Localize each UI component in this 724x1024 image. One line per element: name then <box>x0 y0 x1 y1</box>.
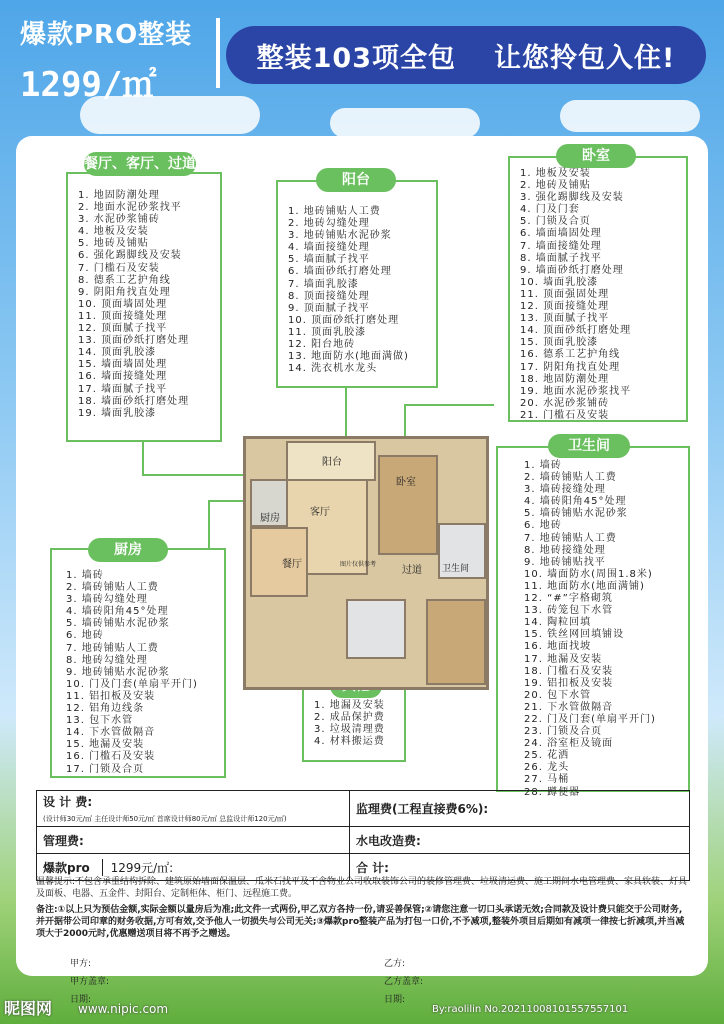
balcony-item: 4. 墙面接缝处理 <box>288 242 370 254</box>
watermark-id: By:raolilin No.20211008101557557101 <box>432 1004 629 1015</box>
connector-line <box>404 404 494 406</box>
living-item: 7. 门槛石及安装 <box>78 262 160 274</box>
bedroom-item: 12. 顶面接缝处理 <box>520 301 610 313</box>
plan-bathroom-2 <box>346 599 406 659</box>
other-item: 2. 成品保护费 <box>314 712 385 724</box>
bathroom-item: 15. 铁丝网回填铺设 <box>524 629 625 641</box>
tip-note: 温馨提示:不包含承重结构拆除、建筑原始墙面保温层、瓜米石找平及不含物业公司收取装饰公司的装修管理费、垃圾清运费、施工期间水电管理费、家具软装、灯具及面板、电器、五金件、封阳台、定制柜体、柜门、远程施工费。 <box>36 877 688 899</box>
bedroom-item: 16. 德系工艺护角线 <box>520 349 621 361</box>
living-list <box>78 190 220 420</box>
section-balcony <box>276 180 438 388</box>
bedroom-list <box>520 168 686 422</box>
kitchen-item: 4. 墙砖阳角45°处理 <box>66 606 169 618</box>
slogan-banner <box>226 26 706 84</box>
balcony-item: 9. 顶面腻子找平 <box>288 302 370 314</box>
bathroom-item: 1. 墙砖 <box>524 460 562 471</box>
bathroom-item: 10. 墙面防水(周围1.8米) <box>524 568 653 580</box>
bedroom-item: 5. 门锁及合页 <box>520 216 591 228</box>
kitchen-item: 7. 地砖铺贴人工费 <box>66 642 159 654</box>
plan-label-balcony: 阳台 <box>322 457 342 468</box>
banner-left: 整装103项全包 <box>256 42 457 74</box>
fee-table <box>36 790 690 881</box>
bathroom-item: 11. 地面防水(地面满铺) <box>524 580 645 592</box>
living-item: 5. 地砖及铺贴 <box>78 238 149 250</box>
kitchen-item: 2. 墙砖铺贴人工费 <box>66 582 159 594</box>
kitchen-item: 16. 门槛石及安装 <box>66 751 156 763</box>
living-item: 15. 墙面墙固处理 <box>78 359 168 371</box>
fee-plumbing <box>350 827 690 854</box>
bedroom-item: 13. 顶面腻子找平 <box>520 313 610 325</box>
kitchen-item: 8. 地砖勾缝处理 <box>66 654 148 666</box>
fee-management <box>37 827 350 854</box>
bedroom-item: 7. 墙面接缝处理 <box>520 240 602 252</box>
bathroom-item: 8. 地砖接缝处理 <box>524 544 606 556</box>
living-item: 14. 顶面乳胶漆 <box>78 347 157 359</box>
bedroom-item: 14. 顶面砂纸打磨处理 <box>520 325 632 337</box>
bathroom-item: 26. 龙头 <box>524 762 570 774</box>
bedroom-item: 15. 顶面乳胶漆 <box>520 337 599 349</box>
header-left <box>20 14 192 106</box>
other-item: 1. 地漏及安装 <box>314 700 385 711</box>
plan-label-bedroom: 卧室 <box>396 477 416 488</box>
fee-management-label: 管理费: <box>43 833 84 848</box>
balcony-item: 12. 阳台地砖 <box>288 339 356 351</box>
living-item: 4. 地板及安装 <box>78 226 149 238</box>
bathroom-item: 22. 门及门套(单扇平开门) <box>524 713 656 725</box>
bathroom-item: 17. 地漏及安装 <box>524 653 603 665</box>
bathroom-item: 16. 地面找坡 <box>524 641 592 653</box>
header-title: 爆款PRO整装 <box>20 20 193 50</box>
fee-package-price: 1299元/㎡: <box>102 859 174 876</box>
balcony-item: 5. 墙面腻子找平 <box>288 254 370 266</box>
kitchen-item: 10. 门及门套(单扇平开门) <box>66 678 198 690</box>
living-item: 2. 地面水泥砂浆找平 <box>78 202 182 214</box>
section-kitchen <box>50 548 226 778</box>
connector-line <box>142 437 144 475</box>
banner-right: 让您拎包入住! <box>494 42 676 74</box>
kitchen-item: 1. 墙砖 <box>66 570 104 581</box>
balcony-item: 3. 地砖铺贴水泥砂浆 <box>288 230 392 242</box>
fee-plumbing-label: 水电改造费: <box>356 833 421 848</box>
other-item: 3. 垃圾清理费 <box>314 724 385 736</box>
bathroom-item: 14. 陶粒回填 <box>524 617 592 629</box>
sign-date-a: 日期: <box>70 995 92 1005</box>
plan-note: 图片仅供参考 <box>340 561 377 568</box>
plan-label-bathroom: 卫生间 <box>442 564 470 574</box>
plan-label-living: 客厅 <box>310 507 330 518</box>
kitchen-list <box>66 570 224 776</box>
fee-supervision-label: 监理费(工程直接费6%): <box>356 802 489 816</box>
living-item: 3. 水泥砂浆铺砖 <box>78 214 160 226</box>
kitchen-item: 12. 铝角边线条 <box>66 703 145 715</box>
living-item: 6. 强化踢脚线及安装 <box>78 250 182 262</box>
section-bedroom <box>508 156 688 422</box>
bathroom-item: 3. 墙砖接缝处理 <box>524 484 606 496</box>
balcony-item: 1. 地砖铺贴人工费 <box>288 206 381 217</box>
plan-bedroom-2 <box>426 599 486 685</box>
bathroom-item: 18. 门槛石及安装 <box>524 665 614 677</box>
bedroom-item: 4. 门及门套 <box>520 204 580 216</box>
kitchen-item: 11. 铝扣板及安装 <box>66 690 156 702</box>
other-item: 4. 材料搬运费 <box>314 736 385 748</box>
bathroom-item: 24. 浴室柜及镜面 <box>524 738 614 750</box>
kitchen-item: 6. 地砖 <box>66 630 104 642</box>
living-item: 12. 顶面腻子找平 <box>78 323 168 335</box>
fee-package-label: 爆款pro <box>43 860 90 875</box>
connector-line <box>208 500 210 548</box>
connector-line <box>345 384 347 444</box>
bedroom-item: 10. 墙面乳胶漆 <box>520 276 599 288</box>
floor-plan <box>243 436 489 690</box>
balcony-item: 11. 顶面乳胶漆 <box>288 326 367 338</box>
bathroom-item: 9. 地砖铺贴找平 <box>524 556 606 568</box>
kitchen-item: 9. 地砖铺贴水泥砂浆 <box>66 666 170 678</box>
bedroom-item: 19. 地面水泥砂浆找平 <box>520 385 632 397</box>
living-item: 11. 顶面接缝处理 <box>78 310 168 322</box>
bedroom-item: 6. 墙面墙固处理 <box>520 228 602 240</box>
bedroom-item: 17. 阴阳角找直处理 <box>520 361 621 373</box>
other-list <box>314 700 404 748</box>
kitchen-item: 17. 门锁及合页 <box>66 763 145 775</box>
living-item: 17. 墙面腻子找平 <box>78 383 168 395</box>
plan-label-kitchen: 厨房 <box>260 513 280 524</box>
section-bathroom <box>496 446 690 798</box>
section-balcony-title: 阳台 <box>316 168 396 192</box>
sign-party-b-seal: 乙方盖章: <box>384 977 424 987</box>
fee-total-label: 合 计: <box>356 860 389 875</box>
fee-design-label: 设 计 费: <box>43 795 93 809</box>
watermark-logo: 昵图网 <box>4 999 53 1018</box>
bedroom-item: 9. 墙面砂纸打磨处理 <box>520 264 624 276</box>
bathroom-item: 19. 铝扣板及安装 <box>524 677 614 689</box>
bathroom-item: 13. 砖笼包下水管 <box>524 605 614 617</box>
living-item: 18. 墙面砂纸打磨处理 <box>78 395 190 407</box>
balcony-list <box>288 206 436 375</box>
cloud-decoration <box>330 108 480 138</box>
sign-date-b: 日期: <box>384 995 406 1005</box>
balcony-item: 14. 洗衣机水龙头 <box>288 363 378 375</box>
kitchen-item: 14. 下水管做隔音 <box>66 727 156 739</box>
bathroom-item: 12. “#”字格砌筑 <box>524 593 613 605</box>
sign-party-a-seal: 甲方盖章: <box>70 977 110 987</box>
cloud-decoration <box>560 100 700 132</box>
header-divider <box>216 18 220 88</box>
bedroom-item: 8. 墙面腻子找平 <box>520 252 602 264</box>
section-living-title: 餐厅、客厅、过道 <box>84 152 196 176</box>
section-bedroom-title: 卧室 <box>556 144 636 168</box>
plan-label-dining: 餐厅 <box>282 559 302 570</box>
fee-design <box>37 791 350 827</box>
plan-label-corridor: 过道 <box>402 565 422 576</box>
fee-supervision <box>350 791 690 827</box>
watermark-site: www.nipic.com <box>78 1002 169 1016</box>
bathroom-item: 5. 墙砖铺贴水泥砂浆 <box>524 508 628 520</box>
balcony-item: 2. 地砖勾缝处理 <box>288 218 370 230</box>
bathroom-item: 25. 花洒 <box>524 750 570 762</box>
bathroom-item: 27. 马桶 <box>524 774 570 786</box>
bathroom-item: 20. 包下水管 <box>524 689 592 701</box>
balcony-item: 8. 顶面接缝处理 <box>288 290 370 302</box>
balcony-item: 6. 墙面砂纸打磨处理 <box>288 266 392 278</box>
remark-note: 备注:①以上只为预估金额,实际金额以量房后为准;此文件一式两份,甲乙双方各持一份,请妥善保管;②请您注意一切口头承诺无效;合同款及设计费只能交于公司财务,并开据带公司印章的财务收据,方可有效,交予他人一切损失与公司无关;③爆款pro整装产品为打包一口价,不予减项,整装外项目后期如有减项一律按七折减项,并当减项大于2000元时,优惠赠送项目将不再予之赠送。 <box>36 905 685 939</box>
bathroom-item: 7. 地砖铺贴人工费 <box>524 532 617 544</box>
bathroom-list <box>524 460 688 799</box>
bathroom-item: 23. 门锁及合页 <box>524 726 603 738</box>
kitchen-item: 5. 墙砖铺贴水泥砂浆 <box>66 618 170 630</box>
bathroom-item: 21. 下水管做隔音 <box>524 701 614 713</box>
bathroom-item: 28. 蹲便器 <box>524 786 581 798</box>
kitchen-item: 3. 墙砖勾缝处理 <box>66 594 148 606</box>
bedroom-item: 1. 地板及安装 <box>520 168 591 179</box>
bedroom-item: 21. 门槛石及安装 <box>520 409 610 421</box>
plan-bedroom-1 <box>378 455 438 555</box>
bathroom-item: 2. 墙砖铺贴人工费 <box>524 472 617 484</box>
living-item: 8. 德系工艺护角线 <box>78 274 171 286</box>
balcony-item: 13. 地面防水(地面满做) <box>288 351 409 363</box>
living-item: 1. 地固防潮处理 <box>78 190 160 201</box>
kitchen-item: 15. 地漏及安装 <box>66 739 145 751</box>
bathroom-item: 6. 地砖 <box>524 520 562 532</box>
kitchen-item: 13. 包下水管 <box>66 715 134 727</box>
fee-design-detail: (设计师30元/㎡ 主任设计师50元/㎡ 首席设计师80元/㎡ 总监设计师120元/㎡) <box>43 815 287 823</box>
bedroom-item: 18. 地固防潮处理 <box>520 373 610 385</box>
sign-party-b: 乙方: <box>384 959 406 969</box>
living-item: 16. 墙面接缝处理 <box>78 371 168 383</box>
living-item: 10. 顶面墙固处理 <box>78 298 168 310</box>
living-item: 9. 阴阳角找直处理 <box>78 286 171 298</box>
balcony-item: 7. 墙面乳胶漆 <box>288 278 359 290</box>
balcony-item: 10. 顶面砂纸打磨处理 <box>288 314 400 326</box>
living-item: 13. 顶面砂纸打磨处理 <box>78 335 190 347</box>
section-bathroom-title: 卫生间 <box>548 434 630 458</box>
living-item: 19. 墙面乳胶漆 <box>78 407 157 419</box>
bedroom-item: 11. 顶面强固处理 <box>520 288 610 300</box>
bedroom-item: 2. 地砖及铺贴 <box>520 180 591 192</box>
bedroom-item: 20. 水泥砂浆铺砖 <box>520 397 610 409</box>
header-price: 1299/㎡ <box>20 65 157 105</box>
bedroom-item: 3. 强化踢脚线及安装 <box>520 192 624 204</box>
bathroom-item: 4. 墙砖阳角45°处理 <box>524 496 627 508</box>
sign-party-a: 甲方: <box>70 959 92 969</box>
section-living <box>66 172 222 442</box>
section-kitchen-title: 厨房 <box>88 538 168 562</box>
